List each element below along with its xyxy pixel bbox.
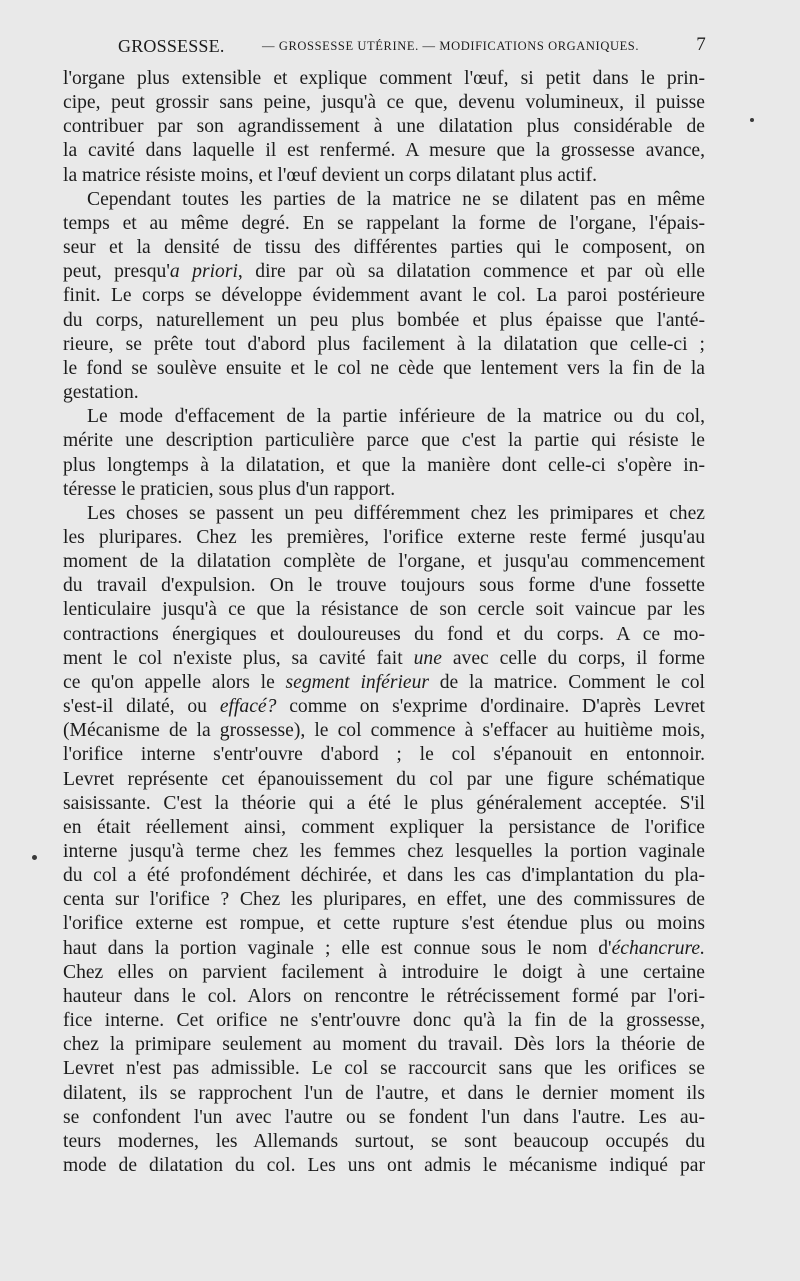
text-line: ce qu'on appelle alors le segment inférieur de la matrice. Comment le col (63, 671, 705, 693)
text-line: la matrice résiste moins, et l'œuf devient un corps dilatant plus actif. (63, 164, 598, 186)
text-line: se confondent l'un avec l'autre ou se fondent l'un dans l'autre. Les au- (63, 1106, 705, 1128)
text-line: seur et la densité de tissu des différentes parties qui le composent, on (63, 237, 705, 259)
text-line: contractions énergiques et douloureuses du fond et du corps. A ce mo- (63, 623, 705, 645)
text-line: en était réellement ainsi, comment expliquer la persistance de l'orifice (63, 816, 705, 838)
text-line: hauteur dans le col. Alors on rencontre le rétrécissement formé par l'ori- (63, 985, 705, 1007)
text-line: finit. Le corps se développe évidemment avant le col. La paroi postérieure (63, 285, 705, 307)
italic-phrase: a priori (169, 261, 238, 283)
text-line: l'organe plus extensible et explique comment l'œuf, si petit dans le prin- (63, 68, 705, 89)
text-line: (Mécanisme de la grossesse), le col commence à s'effacer au huitième mois, (63, 720, 705, 742)
italic-phrase: une (413, 647, 442, 669)
text-line: centa sur l'orifice ? Chez les pluripares, en effet, une des commissures de (63, 889, 705, 911)
ink-speck (32, 855, 37, 860)
text-line: temps et au même degré. En se rappelant la forme de l'organe, l'épais- (63, 212, 705, 234)
paragraph (63, 67, 705, 188)
text-line: haut dans la portion vaginale ; elle est connue sous le nom d'échancrure. (63, 937, 705, 959)
text-line: Chez elles on parvient facilement à introduire le doigt à une certaine (63, 961, 705, 983)
text-line: les pluripares. Chez les premières, l'orifice externe reste fermé jusqu'au (63, 526, 705, 548)
text-line: rieure, se prête tout d'abord plus facilement à la dilatation que celle-ci ; (63, 333, 705, 355)
text-line: ment le col n'existe plus, sa cavité fait une avec celle du corps, il forme (63, 647, 706, 669)
paragraph (63, 188, 705, 405)
text-line: moment de la dilatation complète de l'organe, et jusqu'au commencement (63, 551, 705, 573)
text-line: mérite une description particulière parce que c'est la partie qui résiste le (63, 430, 705, 452)
text-line: gestation. (63, 382, 139, 404)
italic-phrase: échancrure. (611, 937, 705, 959)
text-line: mode de dilatation du col. Les uns ont admis le mécanisme indiqué par (63, 1155, 705, 1177)
text-line: plus longtemps à la dilatation, et que la manière dont celle-ci s'opère in- (63, 454, 705, 476)
text-line: cipe, peut grossir sans peine, jusqu'à ce que, devenu volumineux, il puisse (63, 92, 705, 114)
page-number: 7 (696, 34, 706, 55)
paragraph (63, 502, 705, 1178)
text-line: chez la primipare seulement au moment du travail. Dès lors la théorie de (63, 1034, 705, 1056)
running-head-subtitle: — GROSSESSE UTÉRINE. — MODIFICATIONS ORGANIQUES. (262, 39, 640, 53)
paragraph (63, 405, 705, 502)
italic-phrase: effacé? (219, 696, 277, 718)
text-line: interne jusqu'à terme chez les femmes chez lesquelles la portion vaginale (63, 841, 705, 862)
text-line: la cavité dans laquelle il est renfermé. A mesure que la grossesse avance, (63, 140, 705, 162)
text-line: Le mode d'effacement de la partie inférieure de la matrice ou du col, (87, 406, 705, 428)
text-line: saisissante. C'est la théorie qui a été le plus généralement acceptée. S'il (63, 792, 705, 814)
text-line: Levret représente cet épanouissement du col par une figure schématique (63, 768, 705, 790)
running-head-title: GROSSESSE. (118, 36, 225, 56)
running-head (62, 30, 706, 60)
text-line: contribuer par son agrandissement à une dilatation plus considérable de (63, 116, 705, 138)
text-line: s'est-il dilaté, ou effacé? comme on s'exprime d'ordinaire. D'après Levret (63, 696, 706, 718)
text-line: Levret n'est pas admissible. Le col se raccourcit sans que les orifices se (63, 1058, 705, 1080)
text-line: l'orifice interne s'entr'ouvre d'abord ; le col s'épanouit en entonnoir. (63, 744, 705, 766)
text-line: du col a été profondément déchirée, et dans les cas d'implantation du pla- (63, 865, 705, 887)
text-line: dilatent, ils se rapprochent l'un de l'autre, et dans le dernier moment ils (63, 1082, 705, 1104)
text-line: fice interne. Cet orifice ne s'entr'ouvre donc qu'à la fin de la grossesse, (63, 1010, 705, 1032)
ink-speck (750, 118, 754, 122)
text-line: peut, presqu'a priori, dire par où sa dilatation commence et par où elle (63, 261, 705, 283)
text-line: Les choses se passent un peu différemment chez les primipares et chez (87, 502, 705, 524)
text-line: du corps, naturellement un peu plus bombée et plus épaisse que l'anté- (63, 309, 705, 331)
text-line: lenticulaire jusqu'à ce que la résistance de son cercle soit vaincue par les (63, 599, 705, 621)
text-line: teurs modernes, les Allemands surtout, se sont beaucoup occupés du (63, 1130, 705, 1152)
italic-phrase: segment inférieur (285, 671, 430, 693)
text-line: du travail d'expulsion. On le trouve toujours sous forme d'une fossette (63, 575, 705, 597)
body-text (63, 67, 705, 1178)
text-line: téresse le praticien, sous plus d'un rapport. (63, 478, 396, 500)
text-line: l'orifice externe est rompue, et cette rupture s'est étendue plus ou moins (63, 913, 705, 935)
text-line: Cependant toutes les parties de la matrice ne se dilatent pas en même (87, 188, 705, 210)
text-line: le fond se soulève ensuite et le col ne cède que lentement vers la fin de la (63, 357, 705, 379)
